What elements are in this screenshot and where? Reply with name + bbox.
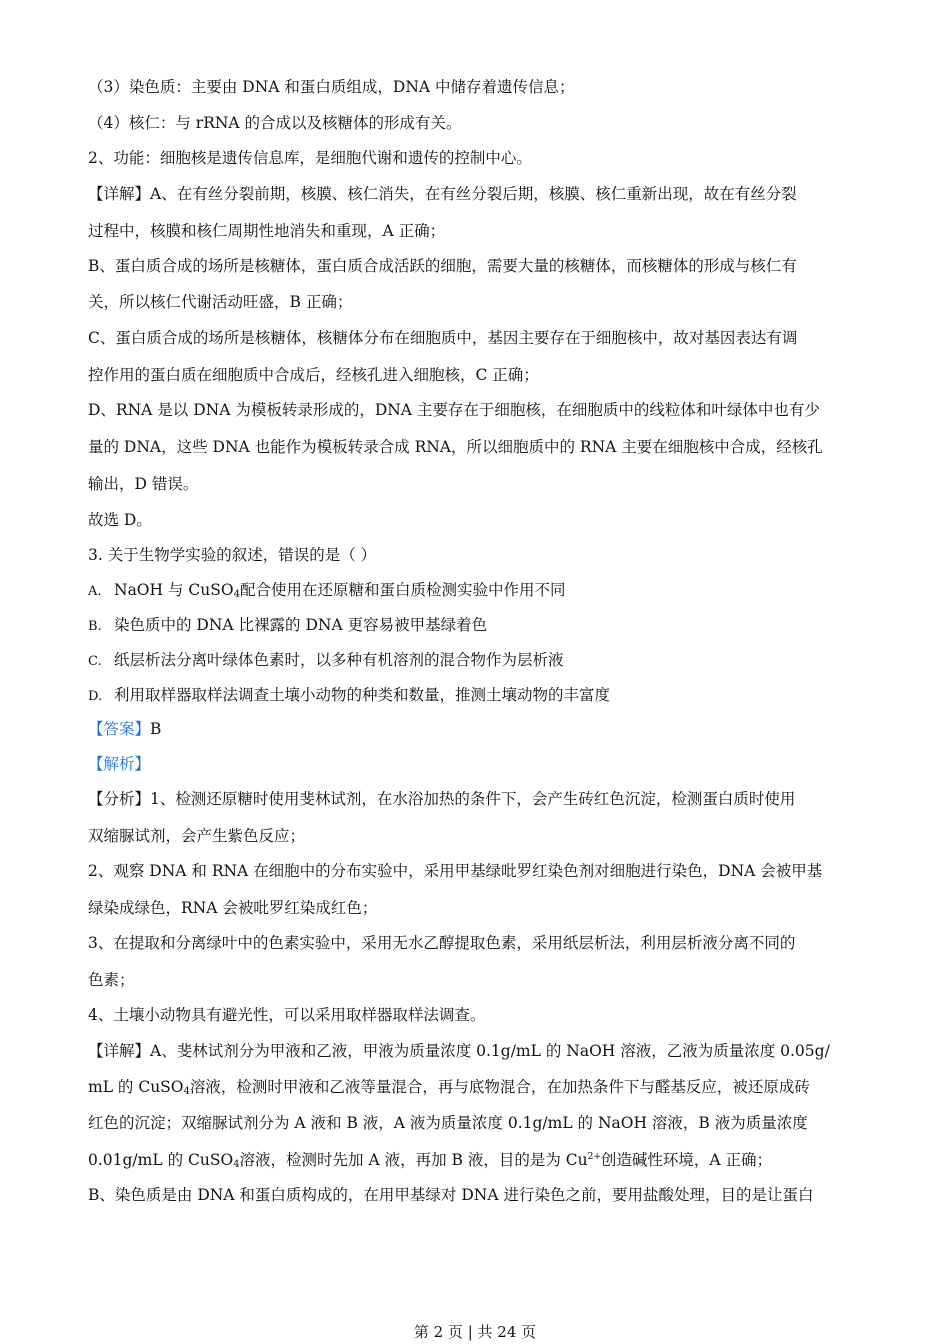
answer-label: 【答案】 <box>88 720 151 738</box>
text-line: 输出，D 错误。 <box>88 475 199 493</box>
page-footer: 第 2 页 | 共 24 页 <box>413 1323 537 1341</box>
text-line: 双缩脲试剂，会产生紫色反应； <box>88 827 306 845</box>
analysis-label: 【解析】 <box>88 755 151 773</box>
option-a: A. NaOH 与 CuSO$_4$配合使用在还原糖和蛋白质检测实验中作用不同 <box>88 579 868 603</box>
text-line: 3、在提取和分离绿叶中的色素实验中，采用无水乙醇提取色素，采用纸层析法，利用层析液分离不同的 <box>88 934 796 952</box>
text-line: 2、观察 DNA 和 RNA 在细胞中的分布实验中，采用甲基绿吡罗红染色剂对细胞进行染色，DNA 会被甲基 <box>88 862 823 880</box>
text-line: 控作用的蛋白质在细胞质中合成后，经核孔进入细胞核，C 正确； <box>88 366 539 384</box>
text-line: 0.01g/mL 的 CuSO$_4$溶液，检测时先加 A 液，再加 B 液，目的是为 $Cu^{2+}$创造碱性环境，A 正确； <box>88 1151 773 1170</box>
text-line: （3）染色质：主要由 DNA 和蛋白质组成，DNA 中储存着遗传信息； <box>88 78 575 96</box>
text-line: （4）核仁：与 rRNA 的合成以及核糖体的形成有关。 <box>88 114 462 132</box>
answer-line <box>88 718 868 740</box>
option-letter: D. <box>88 689 103 704</box>
text-line: 2、功能：细胞核是遗传信息库，是细胞代谢和遗传的控制中心。 <box>88 149 532 167</box>
text-line: C、蛋白质合成的场所是核糖体，核糖体分布在细胞质中，基因主要存在于细胞核中，故对基因表达有调 <box>88 329 798 347</box>
text-line: 色素； <box>88 971 135 989</box>
question-title: 3. 关于生物学实验的叙述，错误的是（ ） <box>88 546 377 564</box>
text-line: 【分析】1、检测还原糖时使用斐林试剂，在水浴加热的条件下，会产生砖红色沉淀，检测蛋白质时使用 <box>88 790 796 808</box>
text-line: 故选 D。 <box>88 511 152 529</box>
option-letter: C. <box>88 654 102 669</box>
option-letter: A. <box>88 584 102 599</box>
answer-value: B <box>150 720 162 738</box>
text-line: B、染色质是由 DNA 和蛋白质构成的，在用甲基绿对 DNA 进行染色之前，要用盐酸处理，目的是让蛋白 <box>88 1186 814 1204</box>
text-line: 红色的沉淀；双缩脲试剂分为 A 液和 B 液，A 液为质量浓度 0.1g/mL 的 NaOH 溶液，B 液为质量浓度 <box>88 1114 808 1132</box>
text-line: 【详解】A、在有丝分裂前期，核膜、核仁消失，在有丝分裂后期，核膜、核仁重新出现，故在有丝分裂 <box>88 185 797 203</box>
text-line: mL 的 CuSO$_4$溶液，检测时甲液和乙液等量混合，再与底物混合，在加热条件下与醛基反应，被还原成砖 <box>88 1078 810 1097</box>
option-c: C. 纸层析法分离叶绿体色素时，以多种有机溶剂的混合物作为层析液 <box>88 649 868 673</box>
text-line: B、蛋白质合成的场所是核糖体，蛋白质合成活跃的细胞，需要大量的核糖体，而核糖体的形成与核仁有 <box>88 257 797 275</box>
text-line: 绿染成绿色，RNA 会被吡罗红染成红色； <box>88 899 378 917</box>
text-line: 【详解】A、斐林试剂分为甲液和乙液，甲液为质量浓度 0.1g/mL 的 NaOH 溶液，乙液为质量浓度 0.05g/ <box>88 1042 830 1060</box>
option-letter: B. <box>88 619 102 634</box>
option-b: B. 染色质中的 DNA 比裸露的 DNA 更容易被甲基绿着色 <box>88 614 868 638</box>
text-line: 关，所以核仁代谢活动旺盛，B 正确； <box>88 293 353 311</box>
text-line: 4、土壤小动物具有避光性，可以采用取样器取样法调查。 <box>88 1006 486 1024</box>
text-line: 过程中，核膜和核仁周期性地消失和重现，A 正确； <box>88 222 446 240</box>
text-line: 量的 DNA，这些 DNA 也能作为模板转录合成 RNA，所以细胞质中的 RNA 主要在细胞核中合成，经核孔 <box>88 438 823 456</box>
option-d: D. 利用取样器取样法调查土壤小动物的种类和数量，推测土壤动物的丰富度 <box>88 684 868 708</box>
text-line: D、RNA 是以 DNA 为模板转录形成的，DNA 主要存在于细胞核，在细胞质中的线粒体和叶绿体中也有少 <box>88 401 820 419</box>
